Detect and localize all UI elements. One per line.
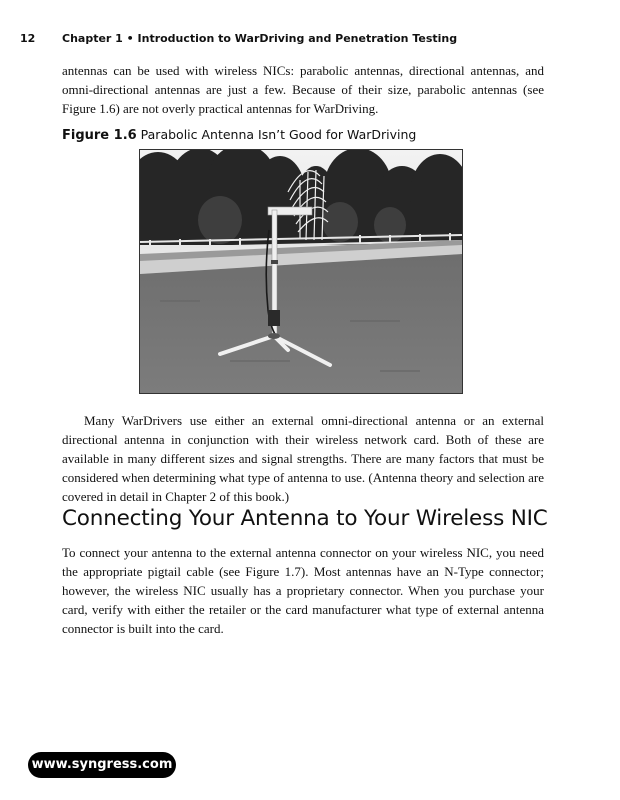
intro-paragraph: antennas can be used with wireless NICs: parabolic antennas, directional antennas, and omni-directional antennas are just a few. Because of their size, parabolic antennas (see Figure 1.6) are not overly practical antennas for WarDriving. bbox=[62, 63, 544, 116]
chapter-title: Chapter 1 • Introduction to WarDriving and Penetration Testing bbox=[62, 32, 458, 45]
figure-caption-text: Parabolic Antenna Isn’t Good for WarDriving bbox=[140, 127, 417, 142]
footer-url-badge[interactable]: www.syngress.com bbox=[28, 752, 176, 778]
section-heading: Connecting Your Antenna to Your Wireless NIC bbox=[62, 506, 548, 531]
page-number: 12 bbox=[20, 32, 36, 45]
parabolic-antenna-photo bbox=[139, 149, 463, 394]
figure-number: Figure 1.6 bbox=[62, 128, 137, 143]
figure-caption bbox=[62, 127, 416, 143]
running-header bbox=[20, 32, 600, 48]
connecting-paragraph: To connect your antenna to the external antenna connector on your wireless NIC, you need the appropriate pigtail cable (see Figure 1.7). Most antennas have an N-Type connector; however, the wireless NIC usually has a proprietary connector. When you purchase your card, verify with either the retailer or the card manufacturer what type of external antenna connector is built into the card. bbox=[62, 545, 544, 636]
wardrivers-paragraph: Many WarDrivers use either an external omni-directional antenna or an external directional antenna in conjunction with their wireless network card. Both of these are available in many different sizes and signal strengths. There are many factors that must be considered when determining what type of antenna to use. (Antenna theory and selection are covered in detail in Chapter 2 of this book.) bbox=[62, 413, 544, 504]
